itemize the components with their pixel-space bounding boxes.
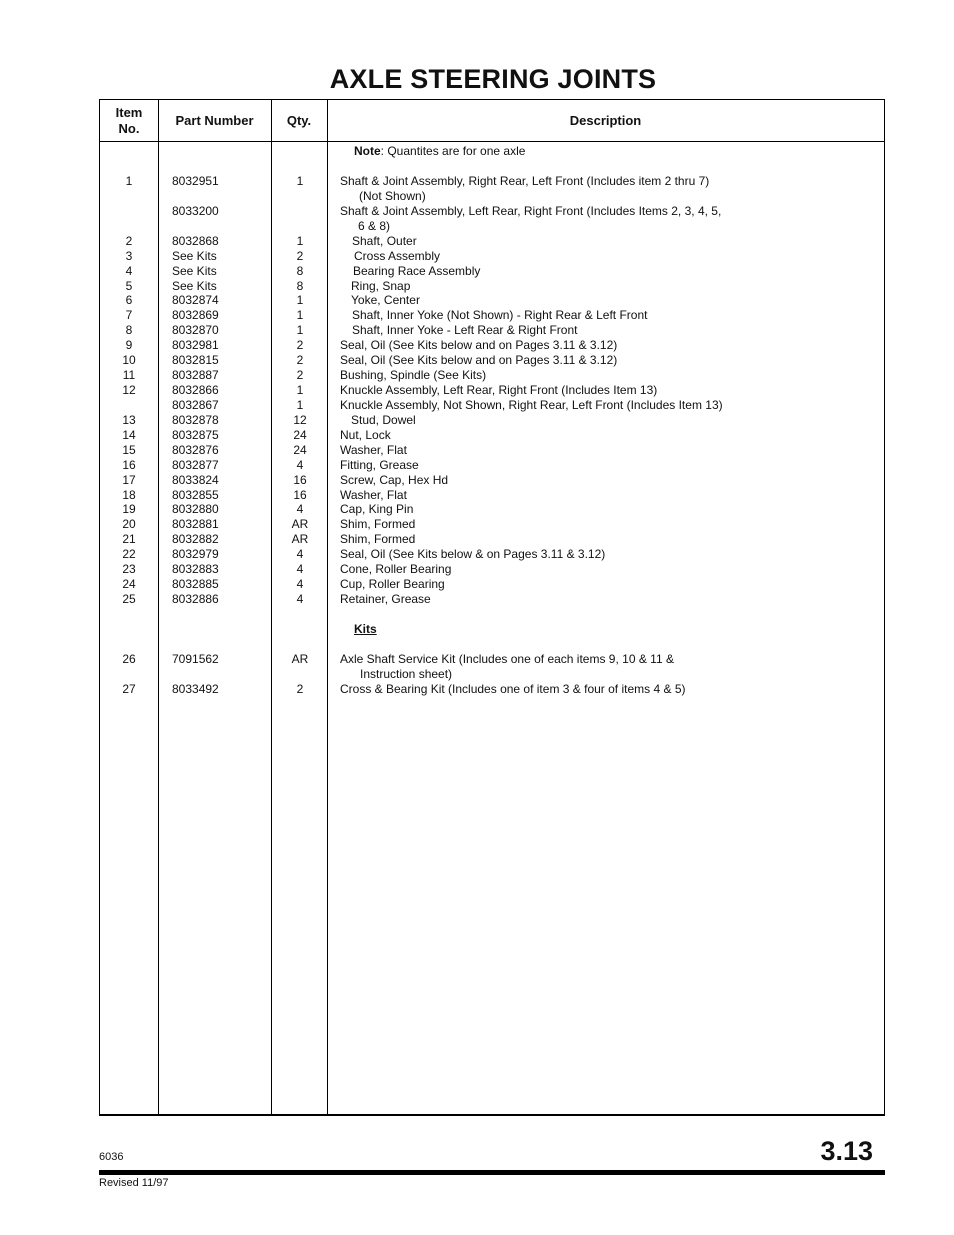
table-row [100, 249, 884, 264]
table-row [100, 338, 884, 353]
item-number: 4 [125, 263, 133, 278]
table-row [100, 368, 884, 383]
quantity: AR [291, 652, 309, 666]
description: (Not Shown) [359, 188, 426, 203]
table-row [100, 667, 884, 682]
item-number: 16 [122, 457, 136, 472]
quantity: 4 [296, 502, 304, 517]
part-number: See Kits [172, 248, 217, 263]
description: Knuckle Assembly, Not Shown, Right Rear, Left Front (Includes Item 13) [340, 397, 723, 412]
table-row [100, 488, 884, 503]
table-row [100, 383, 884, 398]
description: Axle Shaft Service Kit (Includes one of each items 9, 10 & 11 & [340, 652, 674, 666]
part-number: 8032875 [172, 427, 219, 442]
item-number: 10 [122, 353, 136, 368]
item-number: 19 [122, 502, 136, 517]
description: Seal, Oil (See Kits below and on Pages 3.11 & 3.12) [340, 338, 618, 353]
quantity: 1 [296, 323, 304, 338]
item-number: 8 [125, 323, 133, 338]
table-row [100, 458, 884, 473]
footer-rule [99, 1170, 885, 1175]
description: Cap, King Pin [340, 502, 414, 517]
description: Yoke, Center [351, 293, 420, 308]
table-row [100, 577, 884, 592]
part-number: 8032885 [172, 577, 219, 592]
item-number: 5 [125, 278, 133, 293]
part-number: See Kits [172, 263, 217, 278]
description: Shaft, Inner Yoke - Left Rear & Right Front [352, 323, 578, 338]
quantity: 4 [296, 547, 304, 562]
header-no-label: No. [118, 120, 140, 136]
header-part-number: Part Number [175, 112, 254, 128]
description: Shaft, Inner Yoke (Not Shown) - Right Rear & Left Front [352, 308, 648, 323]
quantity: 8 [296, 278, 304, 293]
part-number: 8032951 [172, 174, 219, 188]
header-item-label: Item [115, 104, 143, 120]
table-row [100, 398, 884, 413]
quantity: 4 [296, 592, 304, 607]
quantity: 1 [296, 397, 304, 412]
quantity: 24 [293, 427, 307, 442]
header-divider [100, 141, 884, 142]
item-number: 13 [122, 412, 136, 427]
item-number: 12 [122, 383, 136, 398]
part-number: 8032880 [172, 502, 219, 517]
part-number: 8033824 [172, 472, 219, 487]
description: Shaft & Joint Assembly, Right Rear, Left Front (Includes item 2 thru 7) [340, 174, 710, 188]
quantity: 1 [296, 308, 304, 323]
item-number: 22 [122, 547, 136, 562]
item-number: 11 [122, 368, 136, 383]
table-row [100, 174, 884, 189]
page-number: 3.13 [820, 1136, 873, 1166]
part-number: 8032887 [172, 368, 219, 383]
quantity: AR [291, 532, 309, 547]
item-number: 24 [122, 577, 136, 592]
item-number: 23 [122, 562, 136, 577]
description: Cross Assembly [354, 248, 441, 263]
table-row [100, 562, 884, 577]
description: Bushing, Spindle (See Kits) [340, 368, 487, 383]
item-number: 2 [125, 233, 133, 248]
description: Cup, Roller Bearing [340, 577, 445, 592]
note-row [100, 144, 884, 159]
item-number: 26 [122, 652, 136, 666]
table-row [100, 473, 884, 488]
part-number: 8032815 [172, 353, 219, 368]
table-row [100, 279, 884, 294]
description: 6 & 8) [358, 218, 391, 233]
description: Ring, Snap [351, 278, 411, 293]
part-number: 8032882 [172, 532, 219, 547]
item-number: 3 [125, 248, 133, 263]
table-row [100, 234, 884, 249]
quantity: 12 [293, 412, 307, 427]
table-row [100, 264, 884, 279]
table-row [100, 413, 884, 428]
header-qty: Qty. [286, 112, 312, 128]
part-number: 8032868 [172, 233, 219, 248]
part-number: 7091562 [172, 652, 219, 666]
part-number: 8033492 [172, 681, 219, 696]
parts-table [99, 99, 885, 1116]
quantity: 16 [293, 472, 307, 487]
part-number: 8032979 [172, 547, 219, 562]
quantity: 1 [296, 233, 304, 248]
description: Cone, Roller Bearing [340, 562, 452, 577]
header-item-no [100, 100, 158, 141]
description: Washer, Flat [340, 487, 407, 502]
revised-date: Revised 11/97 [99, 1177, 169, 1189]
part-number: 8032886 [172, 592, 219, 607]
item-number: 15 [122, 442, 136, 457]
kits-heading: Kits [354, 622, 377, 636]
part-number: 8032870 [172, 323, 219, 338]
quantity: 4 [296, 562, 304, 577]
description: Retainer, Grease [340, 592, 431, 607]
table-row [100, 547, 884, 562]
table-row [100, 308, 884, 323]
item-number: 1 [125, 174, 133, 188]
quantity: 1 [296, 383, 304, 398]
document-number: 6036 [99, 1151, 124, 1163]
table-row [100, 502, 884, 517]
table-row [100, 532, 884, 547]
part-number: 8032883 [172, 562, 219, 577]
quantity: 1 [296, 174, 304, 188]
table-row [100, 204, 884, 219]
item-number: 6 [125, 293, 133, 308]
page-title: AXLE STEERING JOINTS [329, 64, 657, 94]
description: Shim, Formed [340, 517, 416, 532]
table-row [100, 323, 884, 338]
quantity: 2 [296, 248, 304, 263]
table-row [100, 219, 884, 234]
quantity: 1 [296, 293, 304, 308]
part-number: See Kits [172, 278, 217, 293]
table-row [100, 428, 884, 443]
part-number: 8032866 [172, 383, 219, 398]
part-number: 8033200 [172, 203, 219, 218]
part-number: 8032881 [172, 517, 219, 532]
table-row [100, 353, 884, 368]
table-row [100, 293, 884, 308]
header-description: Description [569, 112, 642, 128]
description: Fitting, Grease [340, 457, 419, 472]
item-number: 17 [122, 472, 136, 487]
part-number: 8032876 [172, 442, 219, 457]
description: Bearing Race Assembly [353, 263, 481, 278]
quantity: AR [291, 517, 309, 532]
description: Knuckle Assembly, Left Rear, Right Front (Includes Item 13) [340, 383, 658, 398]
part-number: 8032981 [172, 338, 219, 353]
item-number: 25 [122, 592, 136, 607]
description: Seal, Oil (See Kits below & on Pages 3.11 & 3.12) [340, 547, 606, 562]
quantity: 4 [296, 577, 304, 592]
quantity: 4 [296, 457, 304, 472]
quantity: 2 [296, 353, 304, 368]
description: Seal, Oil (See Kits below and on Pages 3.11 & 3.12) [340, 353, 618, 368]
note-text: : Quantites are for one axle [380, 144, 526, 158]
table-row [100, 652, 884, 667]
quantity: 2 [296, 681, 304, 696]
quantity: 2 [296, 368, 304, 383]
description: Shaft & Joint Assembly, Left Rear, Right Front (Includes Items 2, 3, 4, 5, [340, 203, 722, 218]
table-row [100, 517, 884, 532]
description: Screw, Cap, Hex Hd [340, 472, 449, 487]
part-number: 8032878 [172, 412, 219, 427]
kits-heading-row [100, 622, 884, 637]
description: Washer, Flat [340, 442, 407, 457]
item-number: 20 [122, 517, 136, 532]
description: Shim, Formed [340, 532, 416, 547]
item-number: 7 [125, 308, 133, 323]
quantity: 24 [293, 442, 307, 457]
table-row [100, 682, 884, 697]
part-number: 8032874 [172, 293, 219, 308]
description: Instruction sheet) [360, 666, 453, 681]
quantity: 2 [296, 338, 304, 353]
item-number: 9 [125, 338, 133, 353]
description: Shaft, Outer [352, 233, 417, 248]
part-number: 8032867 [172, 397, 219, 412]
item-number: 14 [122, 427, 136, 442]
part-number: 8032855 [172, 487, 219, 502]
quantity: 8 [296, 263, 304, 278]
description: Cross & Bearing Kit (Includes one of item 3 & four of items 4 & 5) [340, 681, 686, 696]
description: Stud, Dowel [351, 412, 416, 427]
item-number: 21 [122, 532, 136, 547]
item-number: 27 [122, 681, 136, 696]
table-row [100, 189, 884, 204]
description: Nut, Lock [340, 427, 391, 442]
table-row [100, 443, 884, 458]
table-row [100, 592, 884, 607]
part-number: 8032869 [172, 308, 219, 323]
item-number: 18 [122, 487, 136, 502]
quantity: 16 [293, 487, 307, 502]
part-number: 8032877 [172, 457, 219, 472]
note-label: Note [354, 144, 381, 158]
